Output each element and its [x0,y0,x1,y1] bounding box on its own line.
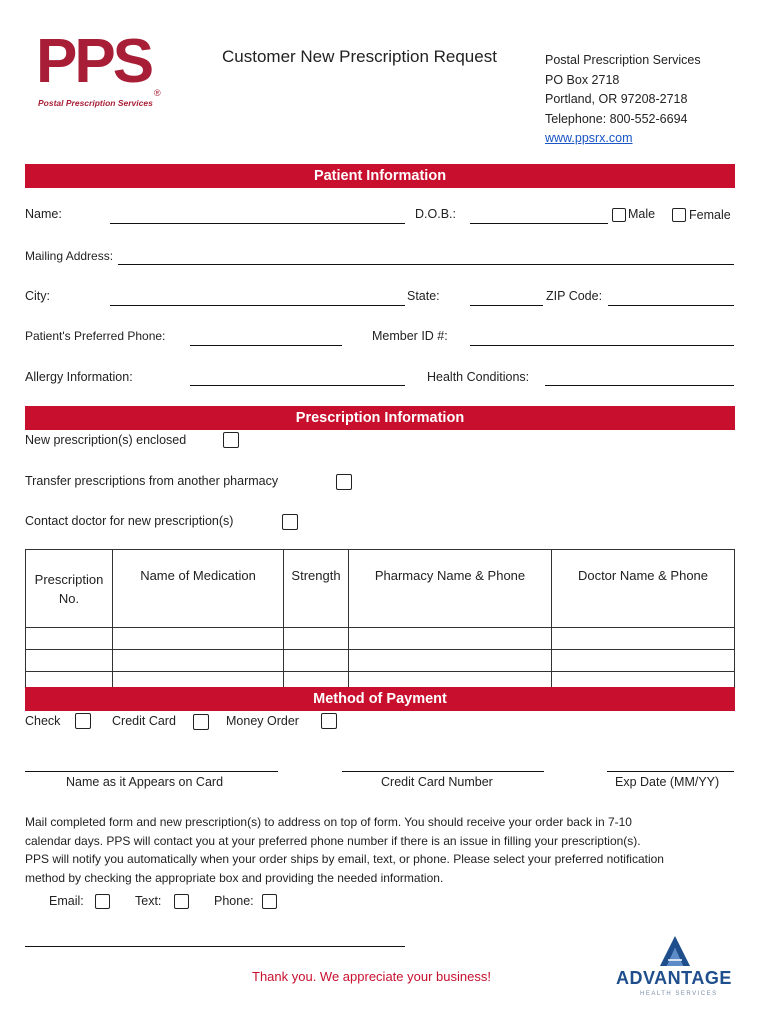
table-cell[interactable] [349,650,552,672]
advantage-logo [614,934,739,1004]
notify-text-label: Text: [135,894,162,908]
prescription-table [25,549,735,694]
address-line: PO Box 2718 [545,72,620,87]
new-rx-label: New prescription(s) enclosed [25,433,187,447]
health-conditions-field[interactable] [545,385,734,386]
transfer-rx-checkbox[interactable] [336,474,352,490]
check-checkbox[interactable] [75,713,91,729]
name-on-card-label: Name as it Appears on Card [66,775,224,789]
table-cell[interactable] [284,628,349,650]
name-label: Name: [25,207,62,221]
male-checkbox[interactable] [612,208,626,222]
phone-label: Patient's Preferred Phone: [25,329,166,343]
contact-doctor-label: Contact doctor for new prescription(s) [25,514,234,528]
card-number-label: Credit Card Number [381,775,493,789]
instruction-line: PPS will notify you automatically when your order ships by email, text, or phone. Please select your preferred notification [25,852,664,866]
dob-label: D.O.B.: [415,207,456,221]
table-cell[interactable] [552,628,735,650]
company-address [545,51,701,149]
advantage-mountain-icon [658,934,692,968]
contact-doctor-checkbox[interactable] [282,514,298,530]
address-line: Telephone: 800-552-6694 [545,111,688,126]
prescription-info-header: Prescription Information [25,406,735,430]
state-field[interactable] [470,305,543,306]
table-cell[interactable] [113,650,284,672]
pps-logo [36,27,171,111]
table-cell[interactable] [284,650,349,672]
credit-card-checkbox[interactable] [193,714,209,730]
address-line: Postal Prescription Services [545,53,701,67]
allergy-label: Allergy Information: [25,370,133,384]
new-rx-checkbox[interactable] [223,432,239,448]
female-label: Female [689,208,731,222]
name-on-card-field[interactable] [25,771,278,772]
notify-email-label: Email: [49,894,84,908]
zip-field[interactable] [608,305,734,306]
card-number-field[interactable] [342,771,544,772]
table-cell[interactable] [26,628,113,650]
website-link[interactable]: www.ppsrx.com [545,131,633,145]
instruction-line: Mail completed form and new prescription(s) to address on top of form. You should receive your order back in 7-10 [25,815,632,829]
col-prescription-no-label: Prescription No. [34,572,104,606]
table-row [26,650,735,672]
col-pharmacy: Pharmacy Name & Phone [349,550,552,628]
notify-phone-checkbox[interactable] [262,894,277,909]
notify-email-checkbox[interactable] [95,894,110,909]
allergy-field[interactable] [190,385,405,386]
exp-date-label: Exp Date (MM/YY) [615,775,720,789]
col-medication: Name of Medication [113,550,284,628]
table-cell[interactable] [349,628,552,650]
money-order-checkbox[interactable] [321,713,337,729]
col-doctor: Doctor Name & Phone [552,550,735,628]
instruction-line: method by checking the appropriate box and providing the needed information. [25,870,444,885]
advantage-wordmark: ADVANTAGE [616,968,732,988]
payment-header: Method of Payment [25,687,735,711]
patient-info-header: Patient Information [25,164,735,188]
member-id-field[interactable] [470,345,734,346]
female-checkbox[interactable] [672,208,686,222]
exp-date-field[interactable] [607,771,734,772]
state-label: State: [407,289,440,303]
check-label: Check [25,714,61,728]
phone-field[interactable] [190,345,342,346]
mailing-address-label: Mailing Address: [25,249,114,263]
logo-subtitle: Postal Prescription Services [38,98,153,108]
logo-registered-mark: ® [154,88,161,98]
money-order-label: Money Order [226,714,299,728]
advantage-tagline: HEALTH SERVICES [640,991,718,997]
instructions-text [25,813,745,887]
page-title: Customer New Prescription Request [222,47,497,66]
member-id-label: Member ID #: [372,329,448,343]
logo-wordmark: PPS [36,27,152,96]
address-line: Portland, OR 97208-2718 [545,92,688,106]
male-label: Male [628,207,656,221]
name-field[interactable] [110,223,405,224]
notify-phone-label: Phone: [214,894,254,908]
mailing-address-field[interactable] [118,264,734,265]
table-row [26,628,735,650]
table-cell[interactable] [552,650,735,672]
col-prescription-no [26,550,113,628]
dob-field[interactable] [470,223,608,224]
city-label: City: [25,289,50,303]
table-cell[interactable] [26,650,113,672]
notify-text-checkbox[interactable] [174,894,189,909]
transfer-rx-label: Transfer prescriptions from another pharmacy [25,474,279,488]
credit-card-label: Credit Card [112,714,176,728]
thank-you-text: Thank you. We appreciate your business! [252,969,491,984]
health-conditions-label: Health Conditions: [427,370,530,384]
instruction-line: calendar days. PPS will contact you at your preferred phone number if there is an issue in filling your prescription(s). [25,833,641,848]
city-field[interactable] [110,305,405,306]
col-strength: Strength [284,550,349,628]
table-cell[interactable] [113,628,284,650]
notification-contact-field[interactable] [25,946,405,947]
table-header-row [26,550,735,628]
zip-label: ZIP Code: [546,289,603,303]
